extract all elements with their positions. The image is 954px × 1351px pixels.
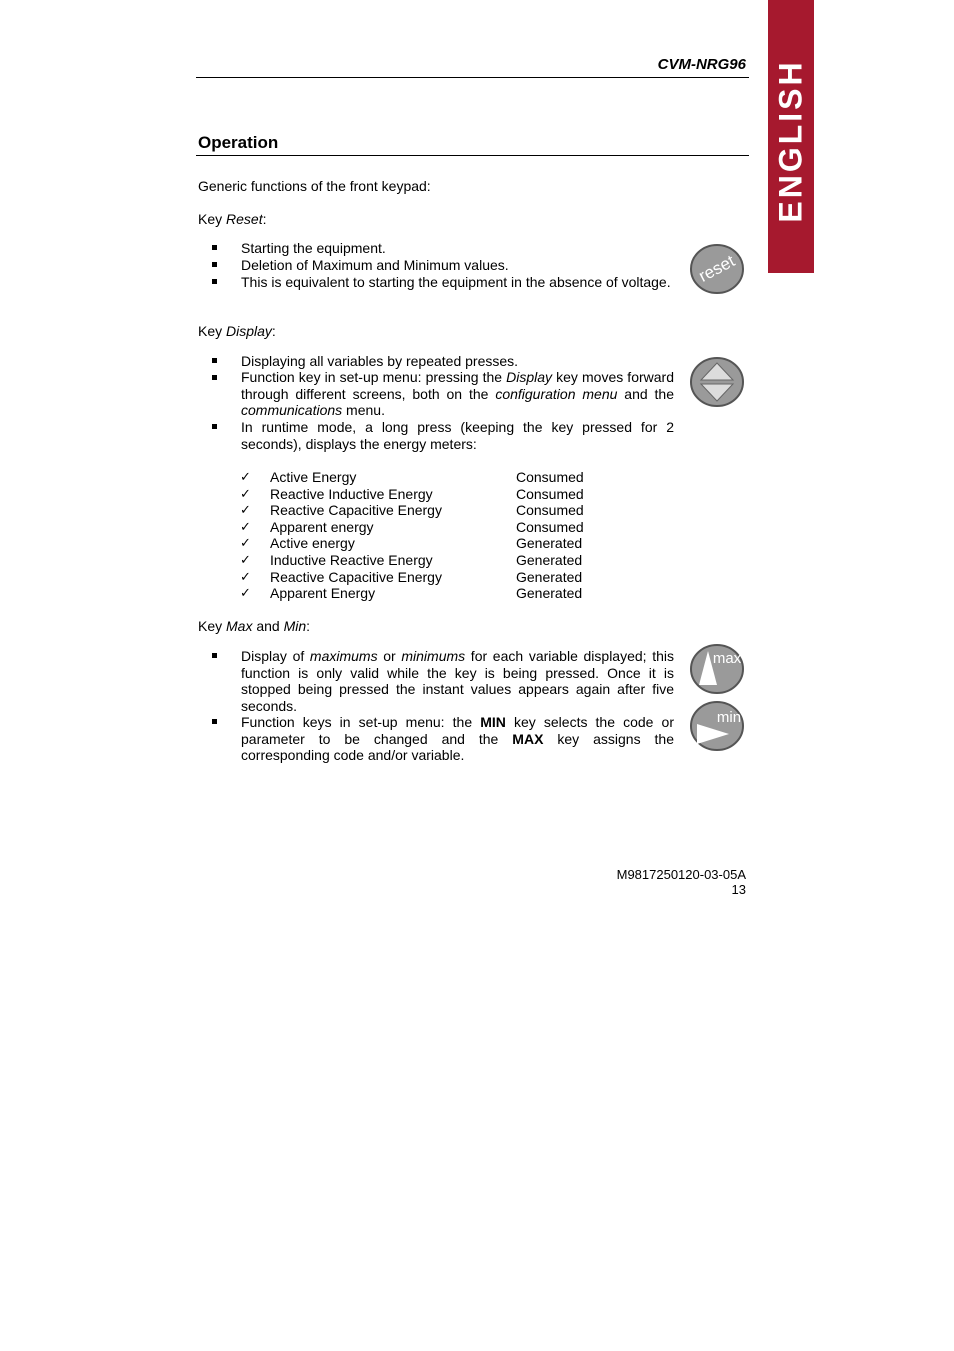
reset-bullet-3: This is equivalent to starting the equipment in the absence of voltage. <box>241 274 671 290</box>
energy-meter-name: Inductive Reactive Energy <box>270 552 433 568</box>
document-model: CVM-NRG96 <box>657 56 746 73</box>
check-icon: ✓ <box>240 552 251 567</box>
bullet-marker <box>212 424 217 429</box>
check-icon: ✓ <box>240 569 251 584</box>
check-icon: ✓ <box>240 535 251 550</box>
energy-meter-status: Consumed <box>516 502 584 518</box>
maxmin-bullet-1: Display of maximums or minimums for each variable displayed; this function is only valid while the key is being pressed. Once it is stopped being pressed the instant values appears again after five seconds. <box>241 648 675 714</box>
check-icon: ✓ <box>240 585 251 600</box>
check-icon: ✓ <box>240 502 251 517</box>
energy-meter-status: Consumed <box>516 469 584 485</box>
display-key-icon <box>689 356 745 408</box>
page-number: 13 <box>731 882 746 897</box>
language-tab-label: ENGLISH <box>772 59 809 223</box>
bullet-marker <box>212 279 217 284</box>
energy-meter-name: Apparent Energy <box>270 585 376 601</box>
display-bullet-2: Function key in set-up menu: pressing the Display key moves forward through different screens, both on the configuration menu and the communications menu. <box>241 369 674 418</box>
min-key-icon <box>689 700 745 752</box>
min-key-icon-label: min <box>716 709 742 726</box>
document-code: M9817250120-03-05A <box>616 867 746 882</box>
max-key-icon <box>689 643 745 695</box>
bullet-marker <box>212 245 217 250</box>
energy-meter-status: Consumed <box>516 519 584 535</box>
bullet-marker <box>212 262 217 267</box>
energy-meter-name: Reactive Capacitive Energy <box>270 569 442 585</box>
reset-key-icon-label: reset <box>695 251 738 286</box>
energy-meter-name: Active energy <box>270 535 355 551</box>
intro-text: Generic functions of the front keypad: <box>198 178 431 194</box>
bullet-marker <box>212 375 217 380</box>
section-title: Operation <box>198 133 279 152</box>
check-icon: ✓ <box>240 469 251 484</box>
section-divider <box>196 155 749 156</box>
display-bullet-3: In runtime mode, a long press (keeping the key pressed for 2 seconds), displays the energy meters: <box>241 419 674 452</box>
energy-meter-status: Generated <box>516 535 583 551</box>
bullet-marker <box>212 358 217 363</box>
reset-bullet-2: Deletion of Maximum and Minimum values. <box>241 257 509 273</box>
energy-meter-name: Apparent energy <box>270 519 374 535</box>
check-icon: ✓ <box>240 486 251 501</box>
check-icon: ✓ <box>240 519 251 534</box>
bullet-marker <box>212 653 217 658</box>
display-bullet-1: Displaying all variables by repeated presses. <box>241 353 519 369</box>
language-tab <box>768 0 814 273</box>
energy-meter-status: Consumed <box>516 486 584 502</box>
display-key-heading: Key Display: <box>198 323 276 339</box>
maxmin-key-heading: Key Max and Min: <box>198 618 311 634</box>
energy-meter-status: Generated <box>516 569 583 585</box>
maxmin-bullet-2: Function keys in set-up menu: the MIN key selects the code or parameter to be changed and the MAX key assigns the corresponding code and/or variable. <box>241 714 675 763</box>
energy-meter-status: Generated <box>516 585 583 601</box>
reset-bullet-1: Starting the equipment. <box>241 240 386 256</box>
reset-key-icon <box>689 243 745 295</box>
header-divider <box>196 77 749 78</box>
energy-meter-name: Active Energy <box>270 469 357 485</box>
energy-meter-name: Reactive Inductive Energy <box>270 486 433 502</box>
bullet-marker <box>212 719 217 724</box>
energy-meter-name: Reactive Capacitive Energy <box>270 502 442 518</box>
energy-meter-status: Generated <box>516 552 583 568</box>
max-key-icon-label: max <box>712 650 742 667</box>
reset-key-heading: Key Reset: <box>198 211 267 227</box>
